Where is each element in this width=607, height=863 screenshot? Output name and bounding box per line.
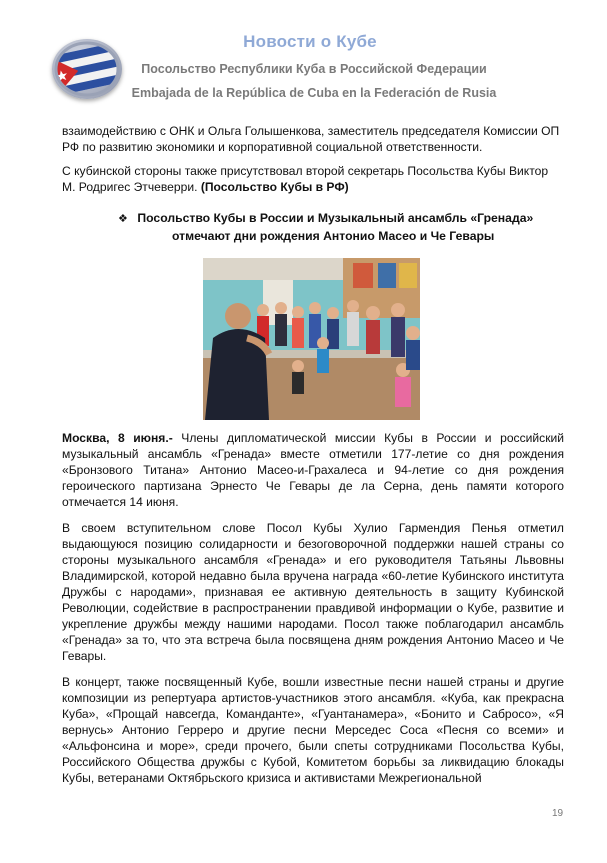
article-paragraph-2: В своем вступительном слове Посол Кубы Хулио Гармендия Пенья отметил выдающуюся позицию солидарности и безоговорочной поддержки нашей страны со стороны музыкального ансамбля «Гренада» и его руководителя Татьяны Львовны Владимирской, которой недавно была вручена награда «60-летие Кубинского института Дружбы с народами», признавая ее активную деятельность в защиту Кубинской Революции, содействие в распространении правдивой информации о Кубе, развитие и укрепление дружбы между нашими народами. Посол также поблагодарил ансамбль «Гренада» за то, что эта встреча была посвящена дням рождения Антонио Масео и Че Гевары. <box>62 521 564 663</box>
intro-text <box>62 123 564 203</box>
article-paragraph-3: В концерт, также посвященный Кубе, вошли известные песни нашей страны и другие композиции из репертуара артистов-участников этого ансамбля. «Куба, как прекрасна Куба», «Прощай навсегда, Команданте», «Гуантанамера», «Бонито и Сабросо», «Я вернусь» Антонио Герреро и другие песни Мерседес Соса «Песня со всеми» и «Альфонсина и море», среди прочего, были спеты сотрудниками Посольства Кубы, Российского Общества дружбы с Кубой, Комитетом борьбы за ликвидацию блокады Кубы, ветеранами Октябрьского кризиса и активистами Межрегиональной <box>62 675 564 785</box>
article-paragraph-1-text: Члены дипломатической миссии Кубы в России и российский музыкальный ансамбль «Гренада» вместе отметили 177-летие со дня рождения «Бронзового Титана» Антонио Масео-и-Грахалеса и 94-летие со дня рождения героического партизана Эрнесто Че Гевары де ла Серна, день памяти которого отмечается 14 июня. <box>62 431 564 509</box>
article-paragraph-1 <box>62 430 564 510</box>
cuba-flag-logo-icon <box>52 39 122 99</box>
article-heading <box>118 210 558 245</box>
bullet-diamond-icon: ❖ <box>118 213 128 225</box>
source-credit: (Посольство Кубы в РФ) <box>200 180 349 194</box>
newsletter-title: Новости о Кубе <box>243 32 377 51</box>
intro-paragraph-2-text: С кубинской стороны также присутствовал второй секретарь Посольства Кубы Виктор М. Родригес Этчеверри. <box>62 164 549 194</box>
article-body <box>62 430 564 796</box>
embassy-name-es: Embajada de la República de Cuba en la Federación de Rusia <box>131 86 497 100</box>
page-number: 19 <box>552 808 564 819</box>
dateline: Москва, 8 июня.- <box>62 431 173 445</box>
embassy-name-ru: Посольство Республики Куба в Российской Федерации <box>141 62 487 76</box>
page-header <box>0 0 607 118</box>
intro-paragraph-2 <box>62 163 564 195</box>
article-photo <box>203 258 420 420</box>
intro-paragraph-1: взаимодействию с ОНК и Ольга Голышенкова, заместитель председателя Комиссии ОП РФ по развитию экономики и корпоративной социальной ответственности. <box>62 124 560 154</box>
article-title-line-1: Посольство Кубы в России и Музыкальный ансамбль «Гренада» <box>137 211 534 225</box>
article-title-line-2: отмечают дни рождения Антонио Масео и Че Гевары <box>172 229 495 243</box>
